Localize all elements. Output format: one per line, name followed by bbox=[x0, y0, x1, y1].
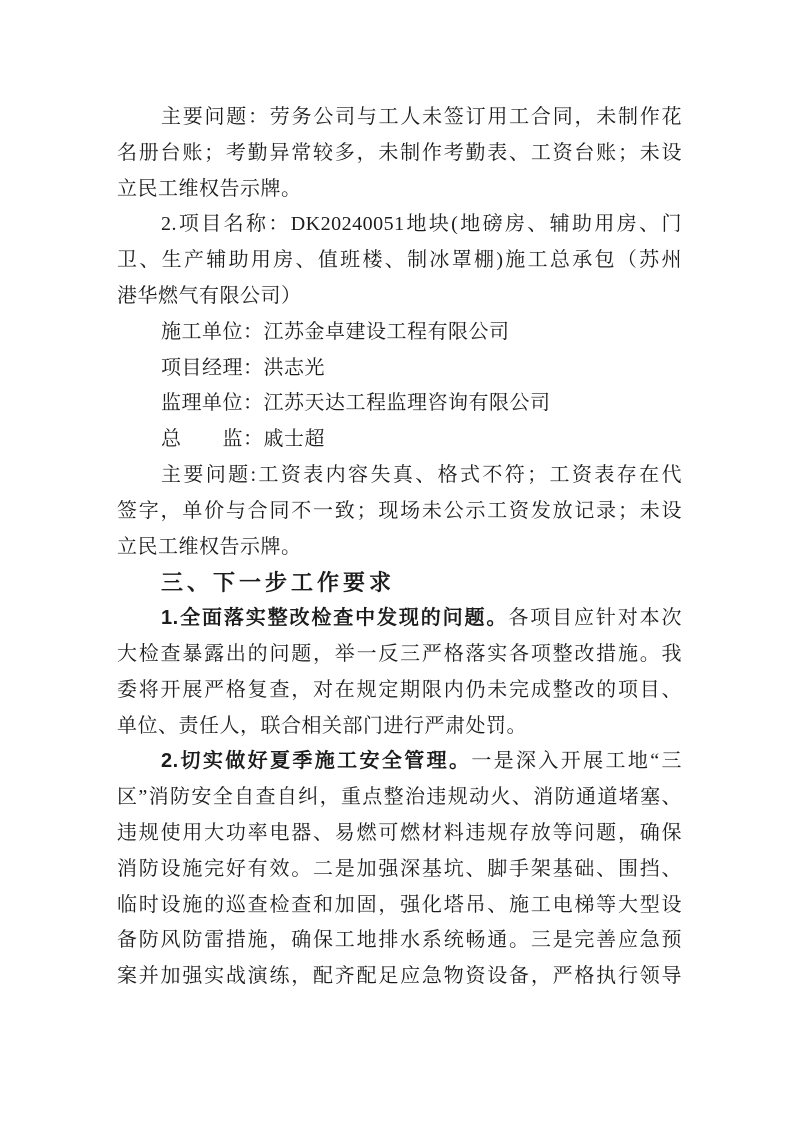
text-line: 消防设施完好有效。二是加强深基坑、脚手架基础、围挡、 bbox=[117, 857, 682, 880]
text-line: 1.全面落实整改检查中发现的问题。各项目应针对本次 bbox=[161, 607, 682, 630]
text-line: 2.切实做好夏季施工安全管理。一是深入开展工地“三 bbox=[161, 750, 682, 773]
text-line: 名册台账；考勤异常较多，未制作考勤表、工资台账；未设 bbox=[117, 141, 682, 164]
text-line: 主要问题:工资表内容失真、格式不符；工资表存在代 bbox=[161, 463, 682, 486]
bold-lead-text: 1.全面落实整改检查中发现的问题。 bbox=[161, 607, 509, 630]
document-text bbox=[117, 100, 682, 995]
text-line: 大检查暴露出的问题，举一反三严格落实各项整改措施。我 bbox=[117, 642, 682, 665]
text-line: 签字，单价与合同不一致；现场未公示工资发放记录；未设 bbox=[117, 499, 682, 522]
section-heading: 三、下一步工作要求 bbox=[161, 570, 396, 596]
text-line: 立民工维权告示牌。 bbox=[117, 177, 302, 200]
text-line: 项目经理：洪志光 bbox=[161, 356, 325, 379]
text-line: 备防风防雷措施，确保工地排水系统畅通。三是完善应急预 bbox=[117, 929, 682, 952]
text-line: 施工单位：江苏金卓建设工程有限公司 bbox=[161, 320, 510, 343]
text-line: 临时设施的巡查检查和加固，强化塔吊、施工电梯等大型设 bbox=[117, 893, 682, 916]
bold-lead-text: 2.切实做好夏季施工安全管理。 bbox=[161, 750, 472, 773]
text-line: 港华燃气有限公司） bbox=[117, 284, 302, 307]
text-line: 立民工维权告示牌。 bbox=[117, 535, 302, 558]
text-line: 违规使用大功率电器、易燃可燃材料违规存放等问题，确保 bbox=[117, 821, 682, 844]
text-line: 总 监：戚士超 bbox=[161, 428, 325, 451]
text-line: 案并加强实战演练，配齐配足应急物资设备，严格执行领导 bbox=[117, 965, 682, 988]
text-line: 监理单位：江苏天达工程监理咨询有限公司 bbox=[161, 392, 551, 415]
text-line: 单位、责任人，联合相关部门进行严肃处罚。 bbox=[117, 714, 527, 737]
text-line: 卫、生产辅助用房、值班楼、制冰罩棚)施工总承包（苏州 bbox=[117, 249, 682, 272]
text-line: 主要问题：劳务公司与工人未签订用工合同，未制作花 bbox=[161, 106, 682, 128]
text-line: 委将开展严格复查，对在规定期限内仍未完成整改的项目、 bbox=[117, 678, 682, 701]
text-line: 2.项目名称：DK20240051地块(地磅房、辅助用房、门 bbox=[161, 213, 682, 236]
text-line: 区”消防安全自查自纠，重点整治违规动火、消防通道堵塞、 bbox=[117, 786, 682, 809]
